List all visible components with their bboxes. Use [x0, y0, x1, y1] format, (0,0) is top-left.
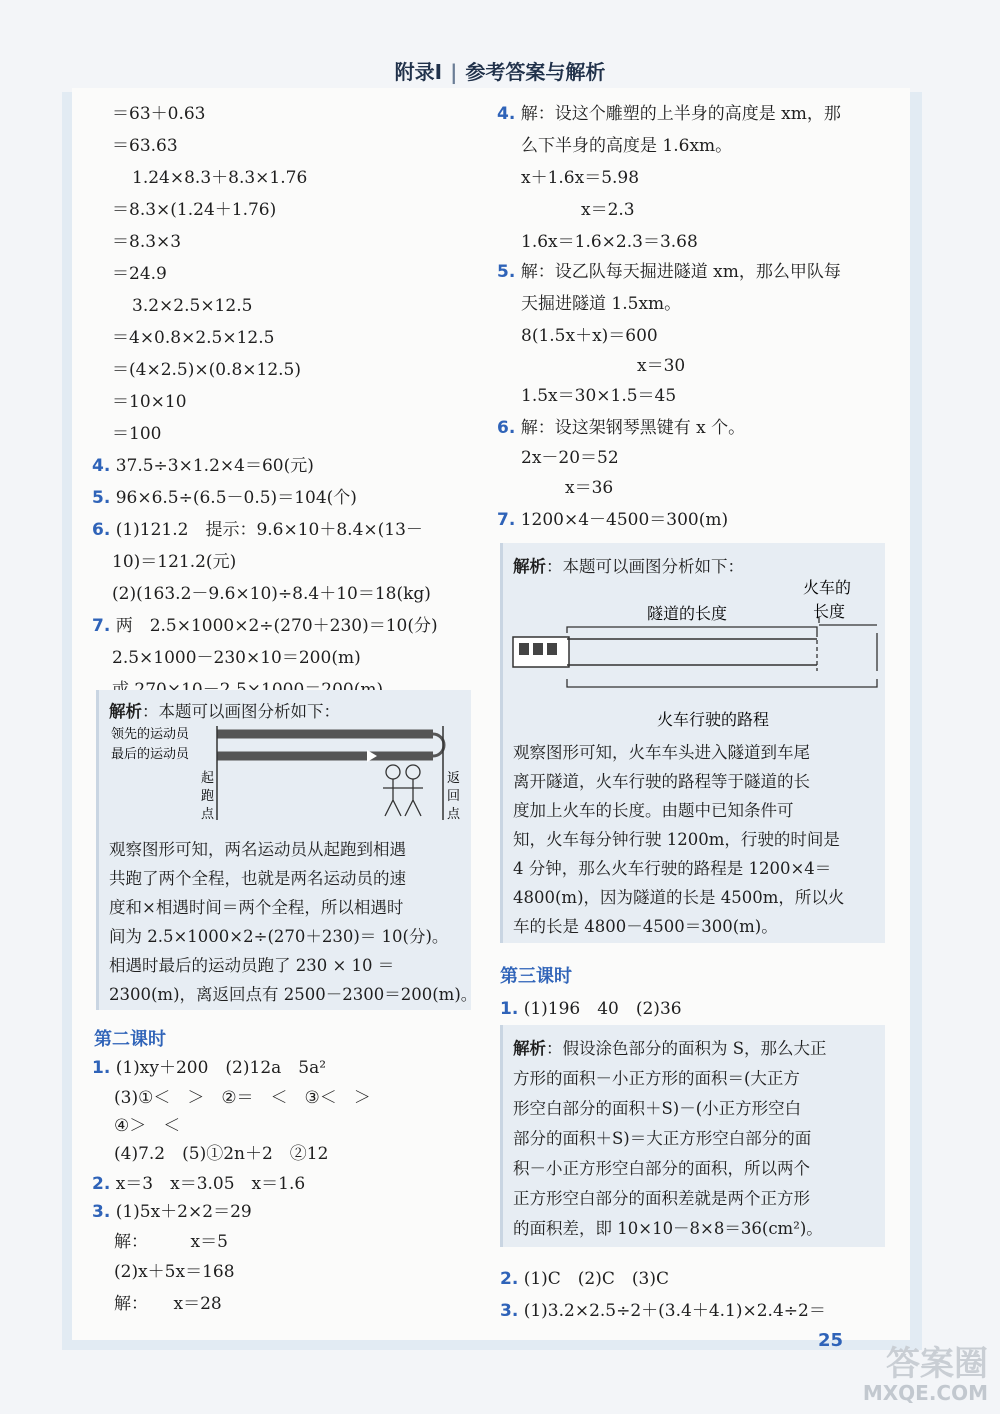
analysis-line: 共跑了两个全程，也就是两名运动员的速 — [109, 869, 406, 888]
answer-line: (3)①＜ ＞ ②＝ ＜ ③＜ ＞ — [114, 1088, 371, 1108]
analysis-line: 度加上火车的长度。由题中已知条件可 — [513, 801, 794, 820]
page-number: 25 — [818, 1330, 844, 1351]
analysis-line-text: ：假设涂色部分的面积为 S，那么大正 — [546, 1039, 827, 1058]
question-number: 2. — [92, 1174, 111, 1194]
question-number: 7. — [497, 510, 516, 530]
answer-line: (2)(163.2－9.6×10)÷8.4＋10＝18(kg) — [112, 584, 431, 604]
label-start-1: 起 — [201, 771, 215, 786]
calc-line: 1.24×8.3＋8.3×1.76 — [132, 168, 308, 188]
label-train-length-1: 火车的 — [803, 578, 852, 597]
runner-figure-1 — [386, 765, 400, 779]
calc-line: ＝8.3×(1.24＋1.76) — [112, 200, 277, 220]
analysis-label: 解析 — [109, 702, 142, 721]
calc-line: ＝24.9 — [112, 264, 167, 284]
analysis-box-3 — [500, 1025, 885, 1247]
answer-text: (1)xy＋200 (2)12a 5a² — [115, 1058, 327, 1078]
runners-diagram — [105, 720, 465, 830]
calc-line: ＝(4×2.5)×(0.8×12.5) — [112, 360, 302, 380]
answer-line: 么下半身的高度是 1.6xm。 — [521, 136, 733, 156]
question-4 — [92, 458, 314, 475]
answer-text: 解：设乙队每天掘进隧道 xm，那么甲队每 — [520, 262, 841, 282]
answer-line: x＝36 — [565, 478, 614, 498]
answer-line: x＝30 — [637, 356, 686, 376]
question-6 — [92, 522, 423, 539]
tunnel-brace — [567, 627, 817, 633]
answer-text: 1200×4－4500＝300(m) — [520, 510, 729, 530]
question-2 — [500, 1264, 669, 1289]
answer-line: ④＞ ＜ — [114, 1116, 181, 1136]
analysis-line: 部分的面积＋S)＝大正方形空白部分的面 — [513, 1129, 812, 1148]
runner-figure-2-body — [403, 779, 423, 816]
question-number: 6. — [497, 418, 516, 438]
answer-text: 解：设这个雕塑的上半身的高度是 xm，那 — [520, 104, 841, 124]
train-window — [547, 643, 557, 655]
analysis-line: 方形的面积－小正方形的面积＝(大正方 — [513, 1069, 800, 1088]
question-7 — [497, 512, 728, 529]
label-tunnel-length: 隧道的长度 — [647, 604, 728, 623]
question-5 — [92, 490, 357, 507]
analysis-line: 形空白部分的面积＋S)－(小正方形空白 — [513, 1099, 802, 1118]
runner-figure-2 — [406, 765, 420, 779]
runner-figure-1-body — [383, 779, 403, 816]
answer-text: (1)196 40 (2)36 — [523, 999, 682, 1019]
question-5 — [497, 264, 841, 281]
calc-line: ＝8.3×3 — [112, 232, 182, 252]
calc-line: ＝4×0.8×2.5×12.5 — [112, 328, 275, 348]
analysis-box-1 — [96, 690, 478, 1010]
watermark-url: MXQE.COM — [862, 1381, 988, 1405]
analysis-line: 的面积差，即 10×10－8×8＝36(cm²)。 — [513, 1219, 823, 1238]
answer-text: (1)5x＋2×2＝29 — [115, 1202, 252, 1222]
question-number: 6. — [92, 520, 111, 540]
question-6 — [497, 420, 745, 437]
analysis-box-2 — [500, 543, 885, 943]
question-3 — [92, 1204, 252, 1221]
question-number: 3. — [500, 1301, 519, 1321]
page-header: 附录Ⅰ | 参考答案与解析 — [394, 60, 606, 84]
label-return-2: 回 — [447, 789, 461, 804]
question-1 — [92, 1060, 326, 1077]
answer-line: x＝2.3 — [581, 200, 635, 220]
train-tunnel-diagram — [507, 575, 883, 743]
question-number: 7. — [92, 616, 111, 636]
question-number: 5. — [92, 488, 111, 508]
answer-text: (1)121.2 提示：9.6×10＋8.4×(13－ — [115, 520, 423, 540]
answer-line: 1.5x＝30×1.5＝45 — [521, 386, 677, 406]
answer-line: 2x－20＝52 — [521, 448, 619, 468]
question-number: 4. — [497, 104, 516, 124]
answer-line: 10)＝121.2(元) — [112, 552, 237, 572]
analysis-line: 相遇时最后的运动员跑了 230 × 10 ＝ — [109, 956, 395, 975]
answer-line: x＋1.6x＝5.98 — [521, 168, 640, 188]
question-number: 5. — [497, 262, 516, 282]
answer-text: (1)3.2×2.5÷2＋(3.4＋4.1)×2.4÷2＝ — [523, 1301, 826, 1321]
answer-text: (1)C (2)C (3)C — [523, 1269, 669, 1289]
question-2 — [92, 1176, 305, 1193]
label-return-1: 返 — [447, 771, 461, 786]
train-window — [533, 643, 543, 655]
analysis-intro — [513, 553, 744, 577]
answer-text: 96×6.5÷(6.5－0.5)＝104(个) — [115, 488, 357, 508]
answer-text: 两 2.5×1000×2÷(270＋230)＝10(分) — [115, 616, 438, 636]
analysis-line: 离开隧道，火车行驶的路程等于隧道的长 — [513, 772, 810, 791]
analysis-line: 正方形空白部分的面积差就是两个正方形 — [513, 1189, 810, 1208]
calc-line: ＝63＋0.63 — [112, 104, 206, 124]
analysis-line: 4 分钟，那么火车行驶的路程是 1200×4＝ — [513, 859, 832, 878]
section-title-lesson-3: 第三课时 — [500, 966, 572, 987]
question-4 — [497, 106, 841, 123]
answer-text: 37.5÷3×1.2×4＝60(元) — [115, 456, 314, 476]
train-window — [519, 643, 529, 655]
analysis-label: 解析 — [513, 1039, 546, 1058]
label-last-runner: 最后的运动员 — [111, 747, 190, 762]
analysis-intro — [109, 698, 340, 722]
section-title-lesson-2: 第二课时 — [94, 1029, 166, 1050]
analysis-line: 积－小正方形空白部分的面积，所以两个 — [513, 1159, 810, 1178]
label-train-length-2: 长度 — [813, 602, 846, 621]
analysis-line: 知，火车每分钟行驶 1200m，行驶的时间是 — [513, 830, 840, 849]
calc-line: 3.2×2.5×12.5 — [132, 296, 253, 316]
question-3 — [500, 1296, 826, 1321]
answer-text: x＝3 x＝3.05 x＝1.6 — [115, 1174, 306, 1194]
watermark-text: 答案圈 — [886, 1344, 988, 1385]
path-brace — [567, 679, 877, 687]
question-number: 1. — [500, 999, 519, 1019]
analysis-line: 间为 2.5×1000×2÷(270＋230)＝ 10(分)。 — [109, 927, 449, 946]
answer-line: 天掘进隧道 1.5xm。 — [521, 294, 682, 314]
answer-line: (2)x＋5x＝168 — [114, 1262, 235, 1282]
analysis-line: 4800(m)，因为隧道的长是 4500m，所以火 — [513, 888, 845, 907]
analysis-line: 度和×相遇时间＝两个全程，所以相遇时 — [109, 898, 404, 917]
question-number: 1. — [92, 1058, 111, 1078]
analysis-line: 观察图形可知，两名运动员从起跑到相遇 — [109, 840, 406, 859]
answer-line: (4)7.2 (5)①2n＋2 ②12 — [114, 1144, 329, 1164]
analysis-intro-text: ：本题可以画图分析如下： — [142, 702, 340, 721]
header-appendix: 附录Ⅰ — [394, 60, 443, 84]
question-7 — [92, 618, 438, 635]
label-start-3: 点 — [201, 807, 215, 822]
calc-line: ＝10×10 — [112, 392, 187, 412]
label-start-2: 跑 — [201, 789, 215, 804]
calc-line: ＝100 — [112, 424, 162, 444]
header-title: 参考答案与解析 — [465, 60, 606, 84]
analysis-line: 车的长是 4800－4500＝300(m)。 — [513, 917, 778, 936]
answer-line: 解： x＝5 — [114, 1232, 228, 1252]
answer-line: 1.6x＝1.6×2.3＝3.68 — [521, 232, 698, 252]
analysis-line: 观察图形可知，火车车头进入隧道到车尾 — [513, 743, 810, 762]
answer-line: 解： x＝28 — [114, 1294, 222, 1314]
analysis-line-first — [513, 1035, 827, 1059]
answer-line: 8(1.5x＋x)＝600 — [521, 326, 658, 346]
label-return-3: 点 — [447, 807, 461, 822]
analysis-intro-text: ：本题可以画图分析如下： — [546, 557, 744, 576]
analysis-line: 2300(m)，离返回点有 2500－2300＝200(m)。 — [109, 985, 478, 1004]
label-train-path: 火车行驶的路程 — [657, 710, 770, 729]
answer-text: 解：设这架钢琴黑键有 x 个。 — [520, 418, 746, 438]
question-1 — [500, 994, 682, 1019]
question-number: 4. — [92, 456, 111, 476]
question-number: 3. — [92, 1202, 111, 1222]
answer-line: 2.5×1000－230×10＝200(m) — [112, 648, 361, 668]
label-lead-runner: 领先的运动员 — [111, 727, 190, 742]
calc-line: ＝63.63 — [112, 136, 178, 156]
analysis-label: 解析 — [513, 557, 546, 576]
watermark-logo — [862, 1344, 988, 1405]
question-number: 2. — [500, 1269, 519, 1289]
